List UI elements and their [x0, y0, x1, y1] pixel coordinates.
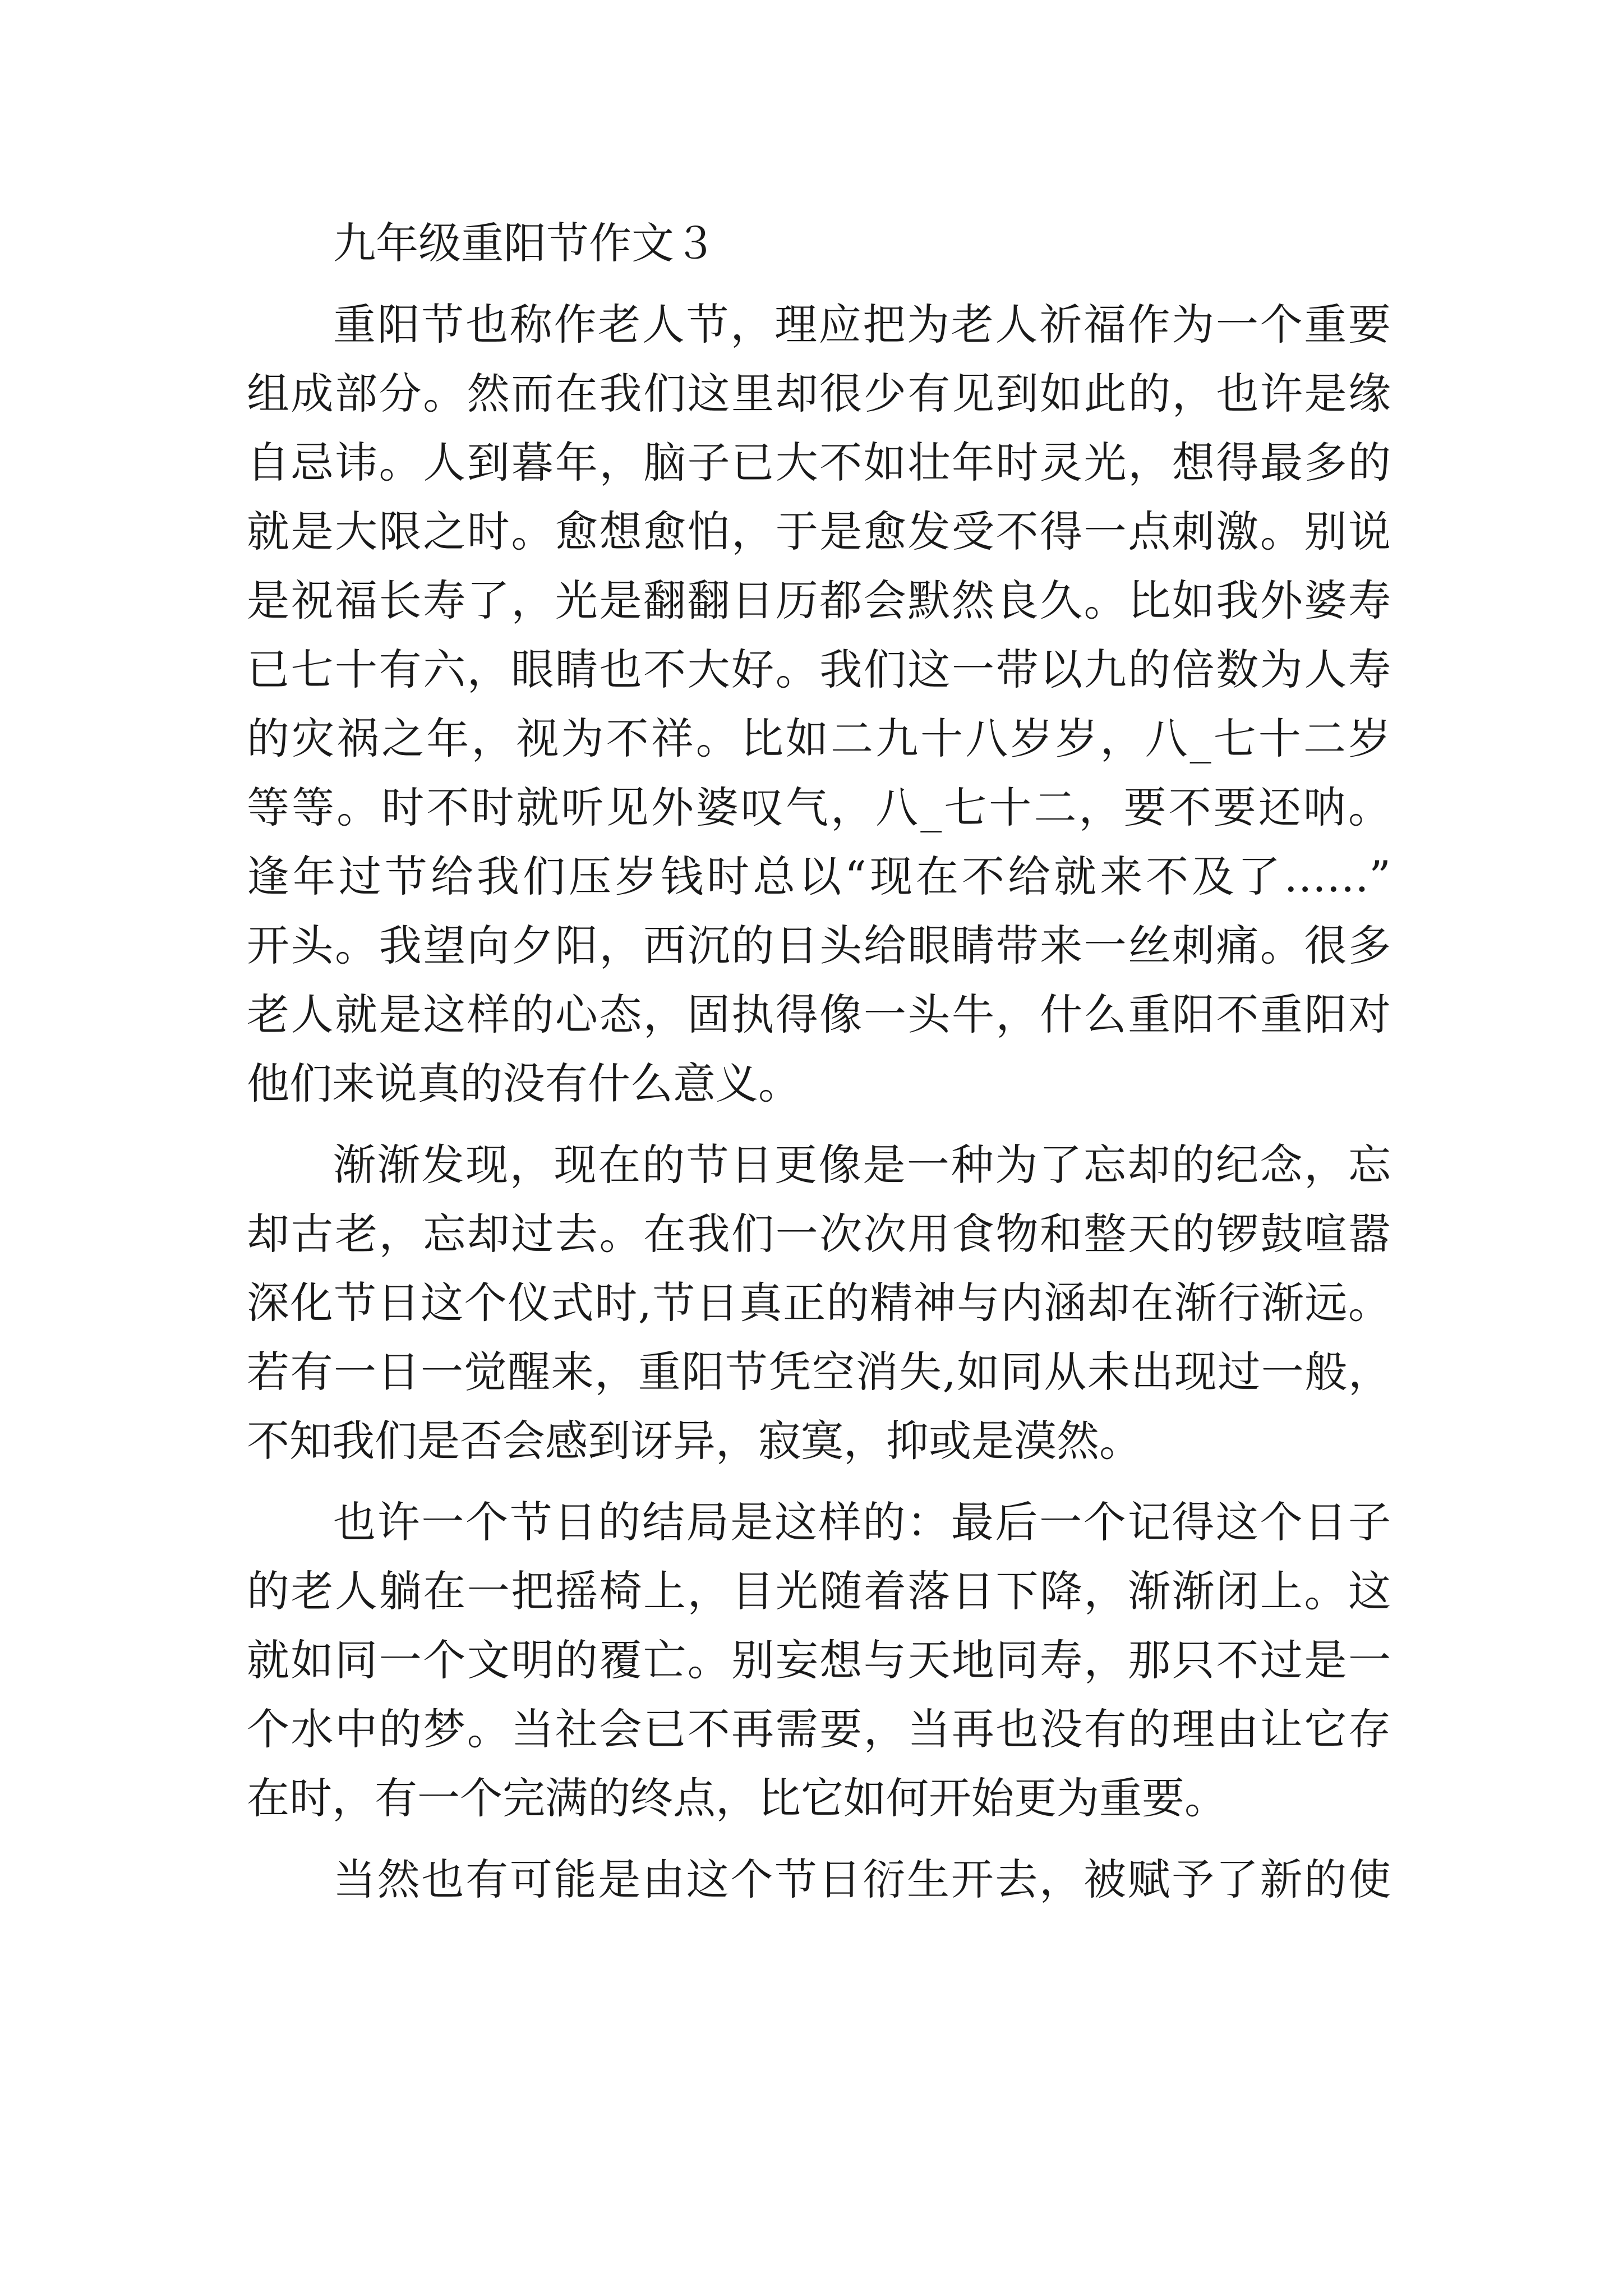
paragraph-gap	[247, 278, 1391, 290]
text-line: 已七十有六，眼睛也不大好。我们这一带以九的倍数为人寿	[247, 645, 1391, 694]
essay-title: 九年级重阳节作文３	[333, 218, 717, 268]
paragraph-gap	[247, 1833, 1391, 1845]
text-line: 也许一个节日的结局是这样的：最后一个记得这个日子	[333, 1497, 1391, 1547]
paragraph-gap	[247, 1475, 1391, 1488]
text-line: 组成部分。然而在我们这里却很少有见到如此的，也许是缘	[247, 369, 1391, 418]
text-line: 渐渐发现，现在的节日更像是一种为了忘却的纪念，忘	[333, 1140, 1391, 1190]
text-line: 却古老，忘却过去。在我们一次次用食物和整天的锣鼓喧嚣	[247, 1209, 1391, 1259]
text-line: 等等。时不时就听见外婆叹气，八_七十二，要不要还呐。	[247, 783, 1391, 832]
text-line: 他们来说真的没有什么意义。	[247, 1059, 801, 1108]
text-line: 不知我们是否会感到讶异，寂寞，抑或是漠然。	[247, 1416, 1142, 1466]
text-line: 在时，有一个完满的终点，比它如何开始更为重要。	[247, 1773, 1227, 1823]
text-line: 个水中的梦。当社会已不再需要，当再也没有的理由让它存	[247, 1704, 1391, 1754]
text-line: 老人就是这样的心态，固执得像一头牛，什么重阳不重阳对	[247, 990, 1391, 1039]
text-line: 是祝福长寿了，光是翻翻日历都会默然良久。比如我外婆寿	[247, 576, 1391, 625]
text-line: 就如同一个文明的覆亡。别妄想与天地同寿，那只不过是一	[247, 1635, 1391, 1685]
text-line: 深化节日这个仪式时,节日真正的精神与内涵却在渐行渐远。	[247, 1278, 1391, 1328]
text-line: 的灾祸之年，视为不祥。比如二九十八岁岁，八_七十二岁	[247, 714, 1391, 763]
text-line: 逢年过节给我们压岁钱时总以“现在不给就来不及了……”	[247, 852, 1391, 901]
paragraph-gap	[247, 1118, 1391, 1130]
text-line: 自忌讳。人到暮年，脑子已大不如壮年时灵光，想得最多的	[247, 438, 1391, 487]
paragraph-1	[247, 290, 1391, 1118]
paragraph-2	[247, 1130, 1391, 1475]
text-line: 就是大限之时。愈想愈怕，于是愈发受不得一点刺激。别说	[247, 507, 1391, 556]
essay-body	[247, 209, 1391, 1914]
paragraph-3	[247, 1488, 1391, 1833]
text-line: 重阳节也称作老人节，理应把为老人祈福作为一个重要	[333, 300, 1391, 349]
text-line: 若有一日一觉醒来，重阳节凭空消失,如同从未出现过一般，	[247, 1347, 1391, 1397]
text-line: 的老人躺在一把摇椅上，目光随着落日下降，渐渐闭上。这	[247, 1566, 1391, 1616]
text-line: 开头。我望向夕阳，西沉的日头给眼睛带来一丝刺痛。很多	[247, 921, 1391, 970]
text-line: 当然也有可能是由这个节日衍生开去，被赋予了新的使	[333, 1855, 1391, 1904]
paragraph-4	[247, 1845, 1391, 1914]
